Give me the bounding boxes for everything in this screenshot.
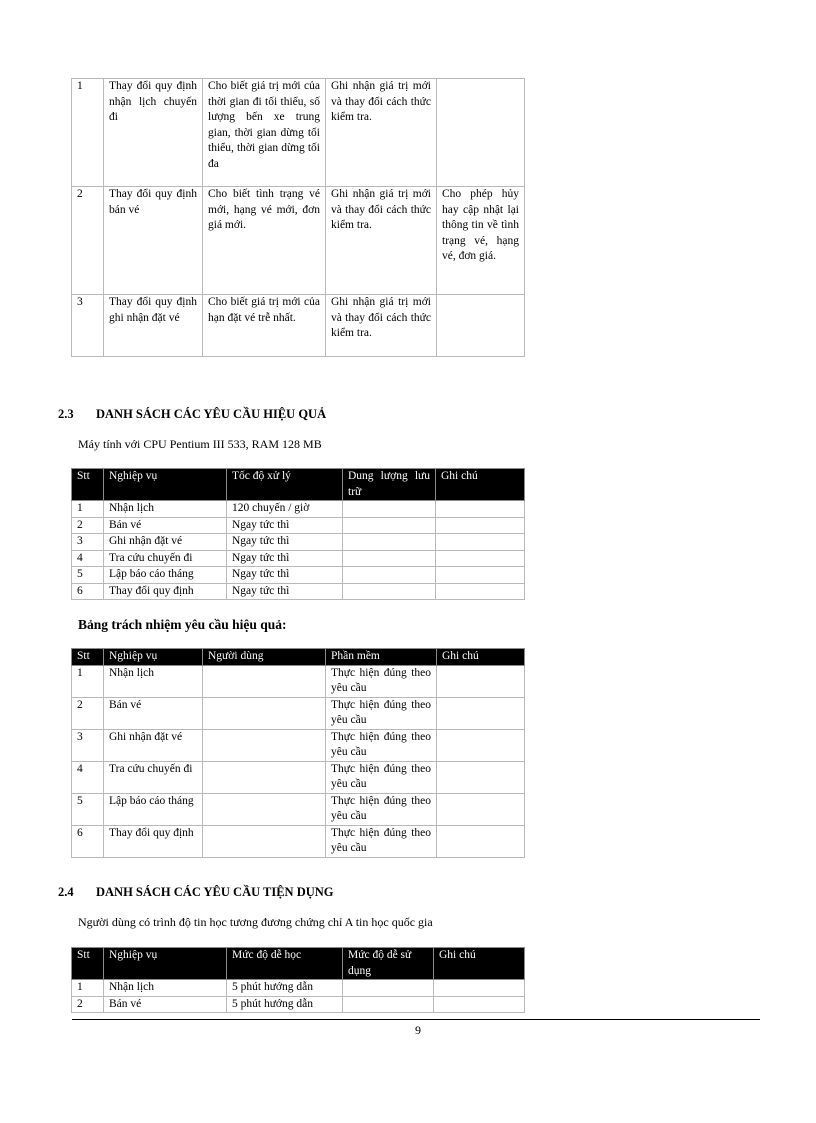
cell-software: Thực hiện đúng theo yêu cầu	[326, 793, 437, 825]
cell-stt: 1	[72, 501, 104, 518]
section-title: DANH SÁCH CÁC YÊU CẦU HIỆU QUẢ	[96, 407, 327, 421]
rule-change-table	[71, 78, 525, 357]
usability-table	[71, 947, 525, 1013]
cell-note	[437, 665, 525, 697]
table-row	[72, 825, 525, 857]
cell-note	[437, 729, 525, 761]
cell-task: Bán vé	[104, 697, 203, 729]
row-note	[437, 295, 525, 357]
cell-software: Thực hiện đúng theo yêu cầu	[326, 761, 437, 793]
table-row	[72, 793, 525, 825]
cell-note	[434, 996, 525, 1013]
row-software-action: Ghi nhận giá trị mới và thay đổi cách thức kiểm tra.	[326, 295, 437, 357]
cell-stt: 6	[72, 583, 104, 600]
cell-speed: Ngay tức thì	[227, 567, 343, 584]
cell-ease-of-use	[343, 980, 434, 997]
cell-user	[203, 665, 326, 697]
row-user-info: Cho biết tình trạng vé mới, hạng vé mới, đơn giá mới.	[203, 187, 326, 295]
cell-note	[436, 534, 525, 551]
column-header: Nghiệp vụ	[104, 469, 227, 501]
cell-storage	[343, 550, 436, 567]
column-header: Mức độ dễ sử dụng	[343, 948, 434, 980]
cell-task: Nhận lịch	[104, 980, 227, 997]
table-row	[72, 729, 525, 761]
cell-note	[437, 825, 525, 857]
table-row	[72, 295, 525, 357]
cell-stt: 1	[72, 980, 104, 997]
table-row	[72, 534, 525, 551]
cell-stt: 3	[72, 534, 104, 551]
table-row	[72, 761, 525, 793]
table-row	[72, 187, 525, 295]
section-number: 2.4	[58, 885, 74, 899]
column-header: Nghiệp vụ	[104, 948, 227, 980]
column-header: Stt	[72, 649, 104, 666]
cell-task: Tra cứu chuyến đi	[104, 550, 227, 567]
table-header-row	[72, 649, 525, 666]
cell-ease-of-learning: 5 phút hướng dẫn	[227, 980, 343, 997]
cell-note	[437, 761, 525, 793]
cell-speed: Ngay tức thì	[227, 517, 343, 534]
cell-stt: 2	[72, 517, 104, 534]
responsibility-table	[71, 648, 525, 858]
cell-software: Thực hiện đúng theo yêu cầu	[326, 665, 437, 697]
table-row	[72, 517, 525, 534]
cell-task: Lập báo cáo tháng	[104, 793, 203, 825]
cell-storage	[343, 517, 436, 534]
cell-note	[436, 567, 525, 584]
row-requirement: Thay đổi quy định bán vé	[104, 187, 203, 295]
cell-stt: 5	[72, 567, 104, 584]
cell-task: Ghi nhận đặt vé	[104, 729, 203, 761]
column-header: Người dùng	[203, 649, 326, 666]
column-header: Ghi chú	[436, 469, 525, 501]
row-software-action: Ghi nhận giá trị mới và thay đổi cách thức kiểm tra.	[326, 187, 437, 295]
cell-speed: Ngay tức thì	[227, 534, 343, 551]
cell-speed: 120 chuyến / giờ	[227, 501, 343, 518]
cell-task: Lập báo cáo tháng	[104, 567, 227, 584]
cell-ease-of-use	[343, 996, 434, 1013]
row-stt: 2	[72, 187, 104, 295]
section-2-3-heading	[58, 407, 326, 422]
page-number: 9	[415, 1023, 421, 1037]
cell-task: Thay đổi quy định	[104, 825, 203, 857]
cell-stt: 4	[72, 761, 104, 793]
table-row	[72, 583, 525, 600]
cell-user	[203, 697, 326, 729]
column-header: Ghi chú	[434, 948, 525, 980]
column-header: Stt	[72, 469, 104, 501]
cell-note	[436, 550, 525, 567]
cell-user	[203, 825, 326, 857]
cell-stt: 6	[72, 825, 104, 857]
cell-user	[203, 729, 326, 761]
cell-task: Thay đổi quy định	[104, 583, 227, 600]
cell-speed: Ngay tức thì	[227, 583, 343, 600]
table-row	[72, 980, 525, 997]
cell-user	[203, 761, 326, 793]
row-requirement: Thay đổi quy định nhận lịch chuyến đi	[104, 79, 203, 187]
cell-task: Ghi nhận đặt vé	[104, 534, 227, 551]
cell-note	[434, 980, 525, 997]
cell-ease-of-learning: 5 phút hướng dẫn	[227, 996, 343, 1013]
footer-divider	[72, 1019, 760, 1020]
cell-task: Nhận lịch	[104, 501, 227, 518]
row-requirement: Thay đổi quy định ghi nhận đặt vé	[104, 295, 203, 357]
cell-task: Nhận lịch	[104, 665, 203, 697]
cell-storage	[343, 583, 436, 600]
cell-note	[437, 793, 525, 825]
column-header: Ghi chú	[437, 649, 525, 666]
section-title: DANH SÁCH CÁC YÊU CẦU TIỆN DỤNG	[96, 885, 334, 899]
cell-stt: 3	[72, 729, 104, 761]
cell-stt: 1	[72, 665, 104, 697]
table-row	[72, 665, 525, 697]
cell-software: Thực hiện đúng theo yêu cầu	[326, 729, 437, 761]
cell-note	[436, 583, 525, 600]
row-software-action: Ghi nhận giá trị mới và thay đổi cách thức kiểm tra.	[326, 79, 437, 187]
column-header: Tốc độ xử lý	[227, 469, 343, 501]
performance-table	[71, 468, 525, 600]
table-row	[72, 550, 525, 567]
section-2-4-intro: Người dùng có trình độ tin học tương đương chứng chỉ A tin học quốc gia	[78, 915, 433, 929]
table-header-row	[72, 469, 525, 501]
table-row	[72, 697, 525, 729]
cell-storage	[343, 534, 436, 551]
column-header: Mức độ dễ học	[227, 948, 343, 980]
cell-task: Bán vé	[104, 996, 227, 1013]
row-stt: 3	[72, 295, 104, 357]
row-note	[437, 79, 525, 187]
column-header: Stt	[72, 948, 104, 980]
row-user-info: Cho biết giá trị mới của hạn đặt vé trễ nhất.	[203, 295, 326, 357]
cell-note	[436, 517, 525, 534]
table-header-row	[72, 948, 525, 980]
cell-task: Bán vé	[104, 517, 227, 534]
section-2-3-intro: Máy tính với CPU Pentium III 533, RAM 128 MB	[78, 437, 322, 451]
cell-note	[436, 501, 525, 518]
table-row	[72, 501, 525, 518]
cell-software: Thực hiện đúng theo yêu cầu	[326, 825, 437, 857]
cell-task: Tra cứu chuyến đi	[104, 761, 203, 793]
cell-user	[203, 793, 326, 825]
cell-software: Thực hiện đúng theo yêu cầu	[326, 697, 437, 729]
cell-stt: 4	[72, 550, 104, 567]
row-note: Cho phép hủy hay cập nhật lại thông tin về tình trạng vé, hạng vé, đơn giá.	[437, 187, 525, 295]
cell-stt: 2	[72, 996, 104, 1013]
table-row	[72, 567, 525, 584]
responsibility-table-title: Bảng trách nhiệm yêu cầu hiệu quả:	[78, 617, 287, 632]
cell-stt: 2	[72, 697, 104, 729]
column-header: Phần mềm	[326, 649, 437, 666]
cell-storage	[343, 567, 436, 584]
cell-storage	[343, 501, 436, 518]
section-number: 2.3	[58, 407, 74, 421]
column-header: Dung lượng lưu trữ	[343, 469, 436, 501]
table-row	[72, 996, 525, 1013]
table-row	[72, 79, 525, 187]
column-header: Nghiệp vụ	[104, 649, 203, 666]
cell-note	[437, 697, 525, 729]
row-stt: 1	[72, 79, 104, 187]
row-user-info: Cho biết giá trị mới của thời gian đi tối thiểu, số lượng bến xe trung gian, thời gian dừng tối thiểu, thời gian dừng tối đa	[203, 79, 326, 187]
cell-speed: Ngay tức thì	[227, 550, 343, 567]
cell-stt: 5	[72, 793, 104, 825]
section-2-4-heading	[58, 885, 334, 900]
